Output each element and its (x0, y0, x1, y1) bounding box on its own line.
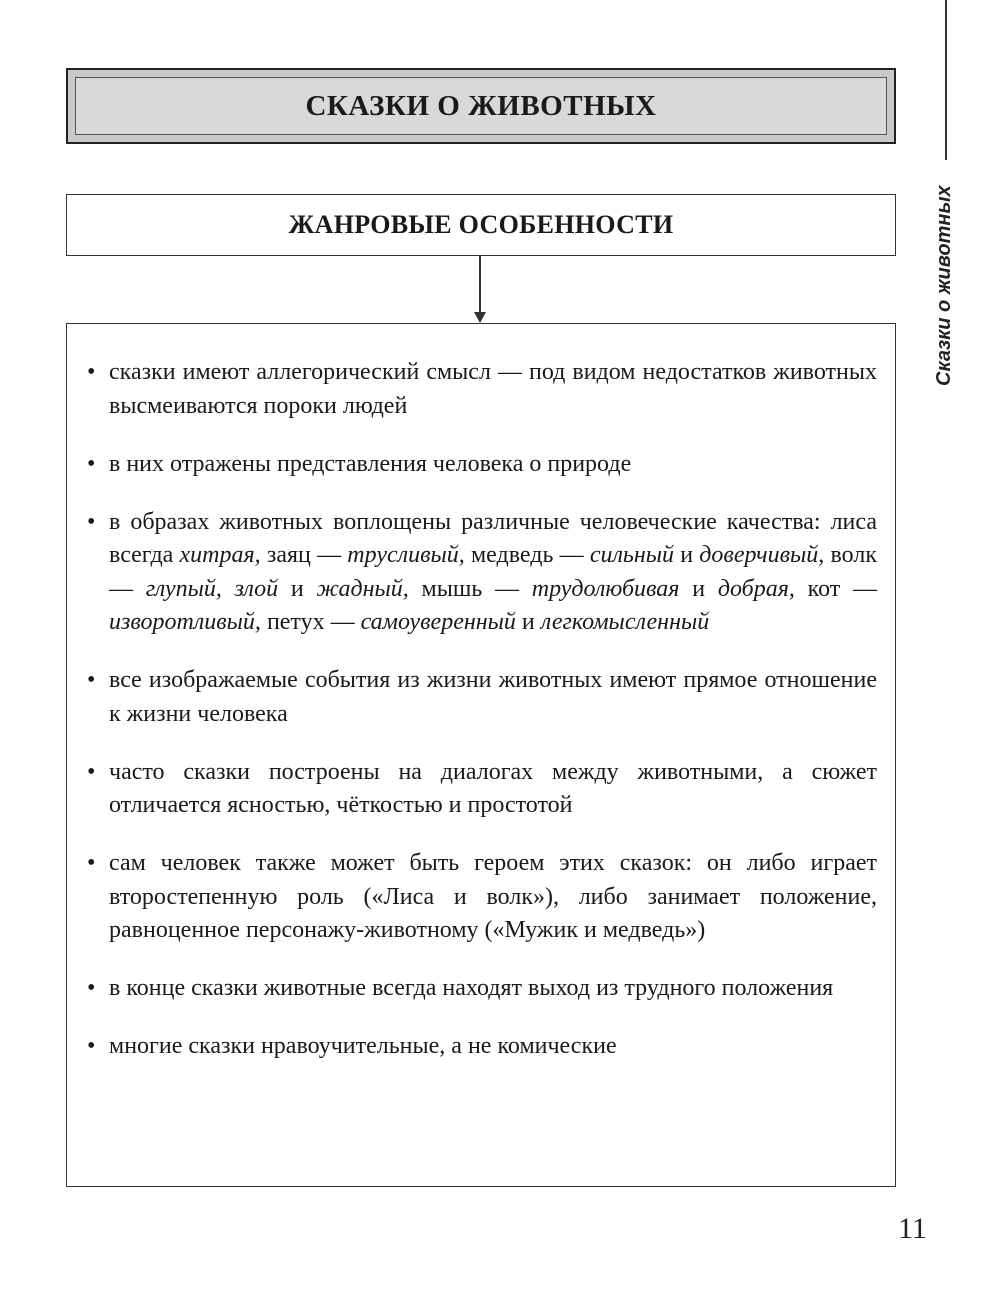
feature-text: и (679, 575, 718, 602)
features-box (66, 323, 896, 1187)
bullet-icon: • (87, 850, 96, 876)
emphasis-text: глупый, злой (145, 575, 279, 602)
bullet-icon: • (87, 975, 96, 1001)
emphasis-text: легкомысленный (540, 609, 710, 635)
feature-item-2 (87, 448, 877, 482)
emphasis-text: изворотливый, (109, 609, 261, 635)
feature-item-7 (87, 972, 877, 1006)
feature-text: часто сказки построены на диалогах между животными, а сюжет отличается ясностью, чёткостью и простотой (109, 758, 877, 818)
feature-text: сам человек также может быть героем этих сказок: он либо играет второстепенную роль («Лиса и волк»), либо занимает положение, равноценное персонажу-животному («Мужик и медведь») (109, 850, 877, 943)
bullet-icon: • (87, 359, 96, 385)
feature-item-1 (87, 356, 877, 423)
bullet-icon: • (87, 1033, 96, 1059)
title-banner (66, 68, 896, 144)
side-divider (945, 0, 947, 160)
emphasis-text: самоуверенный (360, 609, 516, 635)
feature-item-4 (87, 664, 877, 731)
feature-text: и (674, 542, 700, 568)
feature-text: сказки имеют аллегорический смысл — под видом недостатков животных высмеиваются пороки людей (109, 359, 877, 419)
feature-text: в образах животных воплощены различные человеческие качества: лиса всегда (109, 508, 877, 568)
emphasis-text: трудолюбивая (531, 575, 680, 602)
feature-text: мышь — (408, 575, 532, 602)
bullet-icon: • (87, 667, 96, 693)
connector-arrow-line (479, 256, 481, 316)
bullet-icon: • (87, 758, 96, 785)
emphasis-text: добрая, (717, 575, 795, 602)
feature-text: в конце сказки животные всегда находят выход из трудного положения (109, 975, 834, 1001)
page-title: СКАЗКИ О ЖИВОТНЫХ (75, 77, 887, 135)
feature-text: и (278, 575, 317, 602)
genre-heading-box (66, 194, 896, 256)
arrow-down-icon (474, 312, 486, 323)
page-number: 11 (898, 1212, 927, 1245)
feature-text: заяц — (260, 542, 348, 568)
genre-heading: ЖАНРОВЫЕ ОСОБЕННОСТИ (288, 210, 674, 239)
feature-text: и (515, 609, 541, 635)
feature-item-3 (87, 506, 877, 640)
feature-text: волк — (109, 542, 877, 602)
emphasis-text: сильный (589, 542, 675, 568)
bullet-icon: • (87, 450, 96, 477)
emphasis-text: хитрая, (179, 542, 261, 568)
bullet-icon: • (87, 508, 96, 535)
emphasis-text: жадный, (316, 575, 409, 602)
feature-item-5 (87, 756, 877, 823)
feature-text: многие сказки нравоучительные, а не комические (109, 1033, 617, 1059)
feature-item-8 (87, 1030, 877, 1064)
feature-text: кот — (794, 575, 877, 602)
side-section-label: Сказки о животных (933, 185, 955, 386)
feature-text: петух — (260, 609, 361, 635)
emphasis-text: доверчивый, (699, 542, 825, 568)
emphasis-text: трусливый, (347, 542, 465, 568)
feature-text: все изображаемые события из жизни животных имеют прямое отношение к жизни человека (109, 667, 877, 727)
feature-text: в них отражены представления человека о природе (109, 450, 632, 477)
feature-text: медведь — (464, 542, 590, 568)
feature-item-6 (87, 847, 877, 948)
